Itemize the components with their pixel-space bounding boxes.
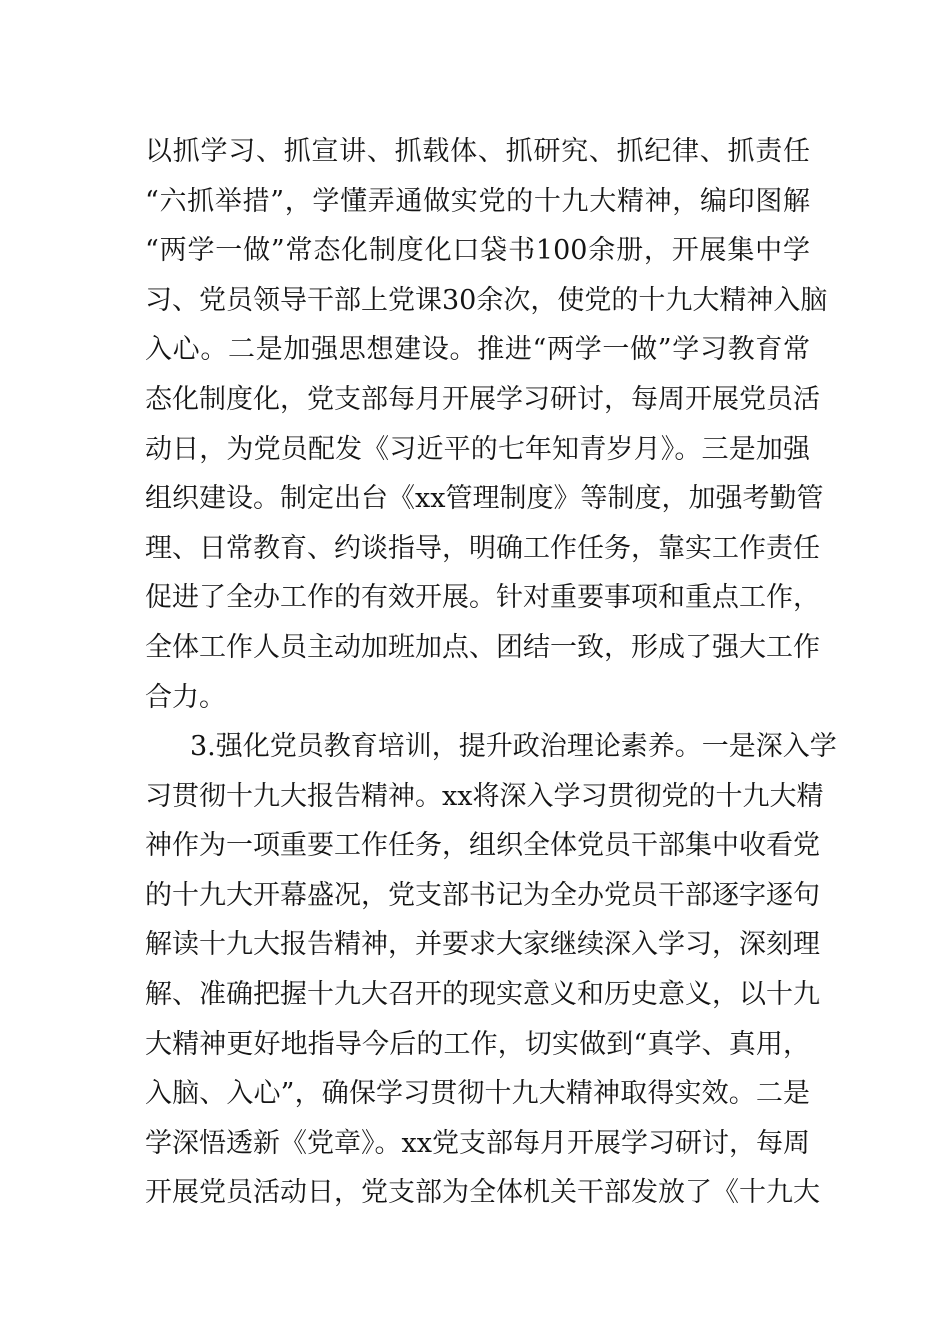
text-line: 促进了全办工作的有效开展。针对重要事项和重点工作，	[145, 582, 820, 614]
text-line: 全体工作人员主动加班加点、团结一致，形成了强大工作	[145, 631, 820, 663]
text-line: 神作为一项重要工作任务，组织全体党员干部集中收看党	[145, 830, 820, 862]
paragraph-2	[145, 722, 837, 1218]
text-line: 理、日常教育、约谈指导，明确工作任务，靠实工作责任	[145, 532, 820, 564]
text-line: 开展党员活动日，党支部为全体机关干部发放了《十九大	[145, 1177, 820, 1209]
text-line: 的十九大开幕盛况，党支部书记为全办党员干部逐字逐句	[145, 879, 820, 911]
text-line: 态化制度化，党支部每月开展学习研讨，每周开展党员活	[145, 383, 820, 415]
text-line: 解、准确把握十九大召开的现实意义和历史意义，以十九	[145, 978, 820, 1010]
text-line: 习贯彻十九大报告精神。xx将深入学习贯彻党的十九大精	[145, 780, 824, 812]
text-line: 习、党员领导干部上党课30余次，使党的十九大精神入脑	[145, 284, 828, 316]
text-line: 入心。二是加强思想建设。推进“两学一做”学习教育常	[145, 334, 810, 366]
text-line: “两学一做”常态化制度化口袋书100余册，开展集中学	[145, 235, 810, 267]
text-line: 入脑、入心”，确保学习贯彻十九大精神取得实效。二是	[145, 1078, 810, 1110]
text-line: 学深悟透新《党章》。xx党支部每月开展学习研讨，每周	[145, 1127, 810, 1159]
text-line: 以抓学习、抓宣讲、抓载体、抓研究、抓纪律、抓责任	[145, 136, 810, 167]
text-line: 组织建设。制定出台《xx管理制度》等制度，加强考勤管	[145, 483, 824, 515]
text-line: 动日，为党员配发《习近平的七年知青岁月》。三是加强	[145, 433, 810, 465]
text-line: 3.强化党员教育培训，提升政治理论素养。一是深入学	[190, 731, 837, 762]
text-line: 合力。	[145, 681, 226, 713]
text-line: 大精神更好地指导今后的工作，切实做到“真学、真用，	[145, 1028, 810, 1060]
text-line: 解读十九大报告精神，并要求大家继续深入学习，深刻理	[145, 929, 820, 961]
text-line: “六抓举措”，学懂弄通做实党的十九大精神，编印图解	[145, 185, 810, 217]
paragraph-1	[145, 127, 828, 722]
